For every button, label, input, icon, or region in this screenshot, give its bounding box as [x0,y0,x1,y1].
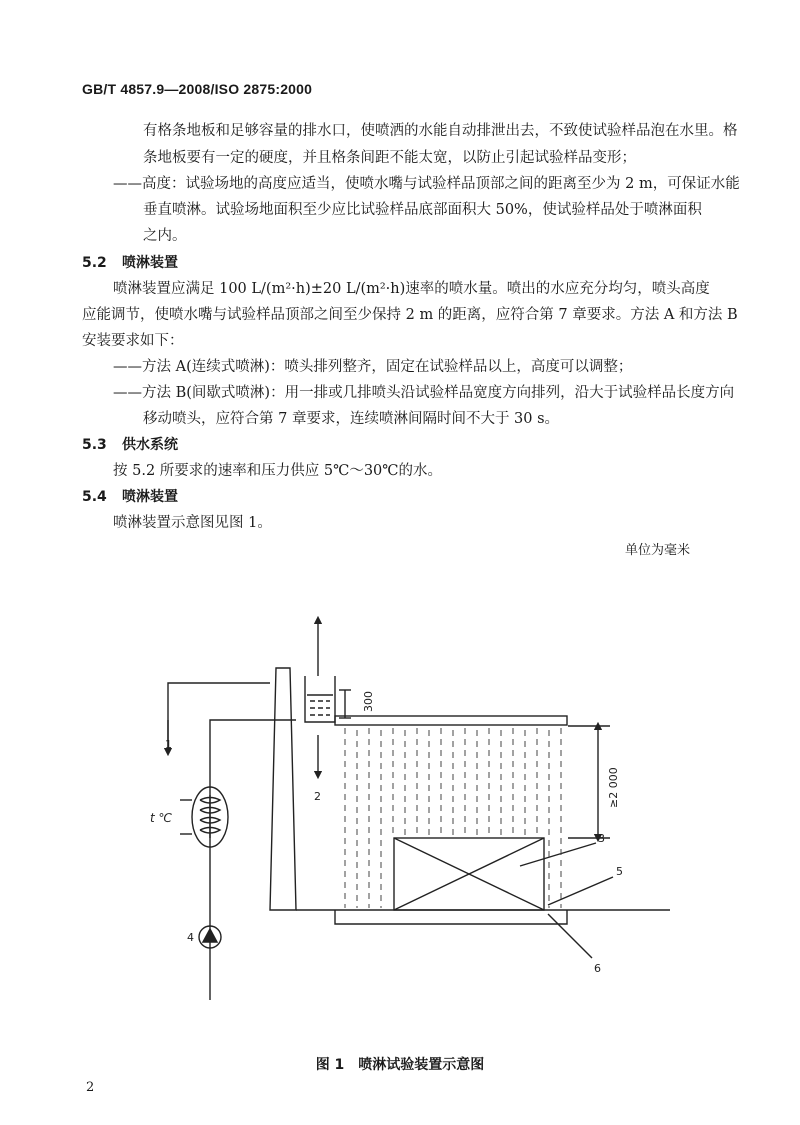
list-item-method-a: ——方法 A(连续式喷淋)：喷头排列整齐，固定在试验样品以上，高度可以调整； [113,359,633,375]
paragraph-line: 有格条地板和足够容量的排水口，使喷洒的水能自动排泄出去，不致使试验样品泡在水里。格 [143,123,738,139]
paragraph-line: 应能调节，使喷水嘴与试验样品顶部之间至少保持 2 m 的距离，应符合第 7 章要求。方法 A 和方法 B [82,307,738,323]
figure-caption: 图 1 喷淋试验装置示意图 [315,1057,485,1073]
spray-header [335,716,567,725]
callout-6: 6 [594,962,601,975]
paragraph-line: 安装要求如下： [82,333,184,349]
page-number: 2 [86,1080,95,1095]
section-heading-5-2: 5.2 喷淋装置 [82,255,178,271]
unit-note: 单位为毫米 [624,543,690,558]
paragraph-line: 之内。 [143,228,187,244]
overflow-pipe [168,683,270,738]
callout-3: 3 [598,832,605,845]
section-heading-5-4: 5.4 喷淋装置 [82,489,178,505]
list-item-height: ——高度：试验场地的高度应适当，使喷水嘴与试验样品顶部之间的距离至少为 2 m，可保证水能 [113,176,740,192]
section-heading-5-3: 5.3 供水系统 [82,437,178,453]
temperature-label: t ℃ [150,811,172,825]
paragraph-line: 垂直喷淋。试验场地面积至少应比试验样品底部面积大 50%，使试验样品处于喷淋面积 [143,202,702,218]
dimension-2000: ≥2 000 [607,767,620,808]
paragraph-line: 喷淋装置应满足 100 L/(m²·h)±20 L/(m²·h)速率的喷水量。喷出的水应充分均匀，喷头高度 [113,281,710,297]
list-item-method-b: ——方法 B(间歇式喷淋)：用一排或几排喷头沿试验样品宽度方向排列，沿大于试验样品长度方向 [113,385,735,401]
dimension-300: 300 [362,691,375,712]
tower-wall [270,668,296,910]
paragraph-line: 按 5.2 所要求的速率和压力供应 5℃～30℃的水。 [113,463,443,479]
callout-4: 4 [187,931,194,944]
callout-5: 5 [616,865,623,878]
paragraph-line: 移动喷头，应符合第 7 章要求，连续喷淋间隔时间不大于 30 s。 [143,411,560,427]
paragraph-line: 喷淋装置示意图见图 1。 [113,515,272,531]
callout-2: 2 [314,790,321,803]
supply-pipe [210,720,296,1000]
callout-1: 1 [165,738,172,751]
drain-basin [335,910,567,924]
paragraph-line: 条地板要有一定的硬度，并且格条间距不能太宽，以防止引起试验样品变形； [143,150,636,166]
standard-header: GB/T 4857.9—2008/ISO 2875:2000 [82,81,313,97]
